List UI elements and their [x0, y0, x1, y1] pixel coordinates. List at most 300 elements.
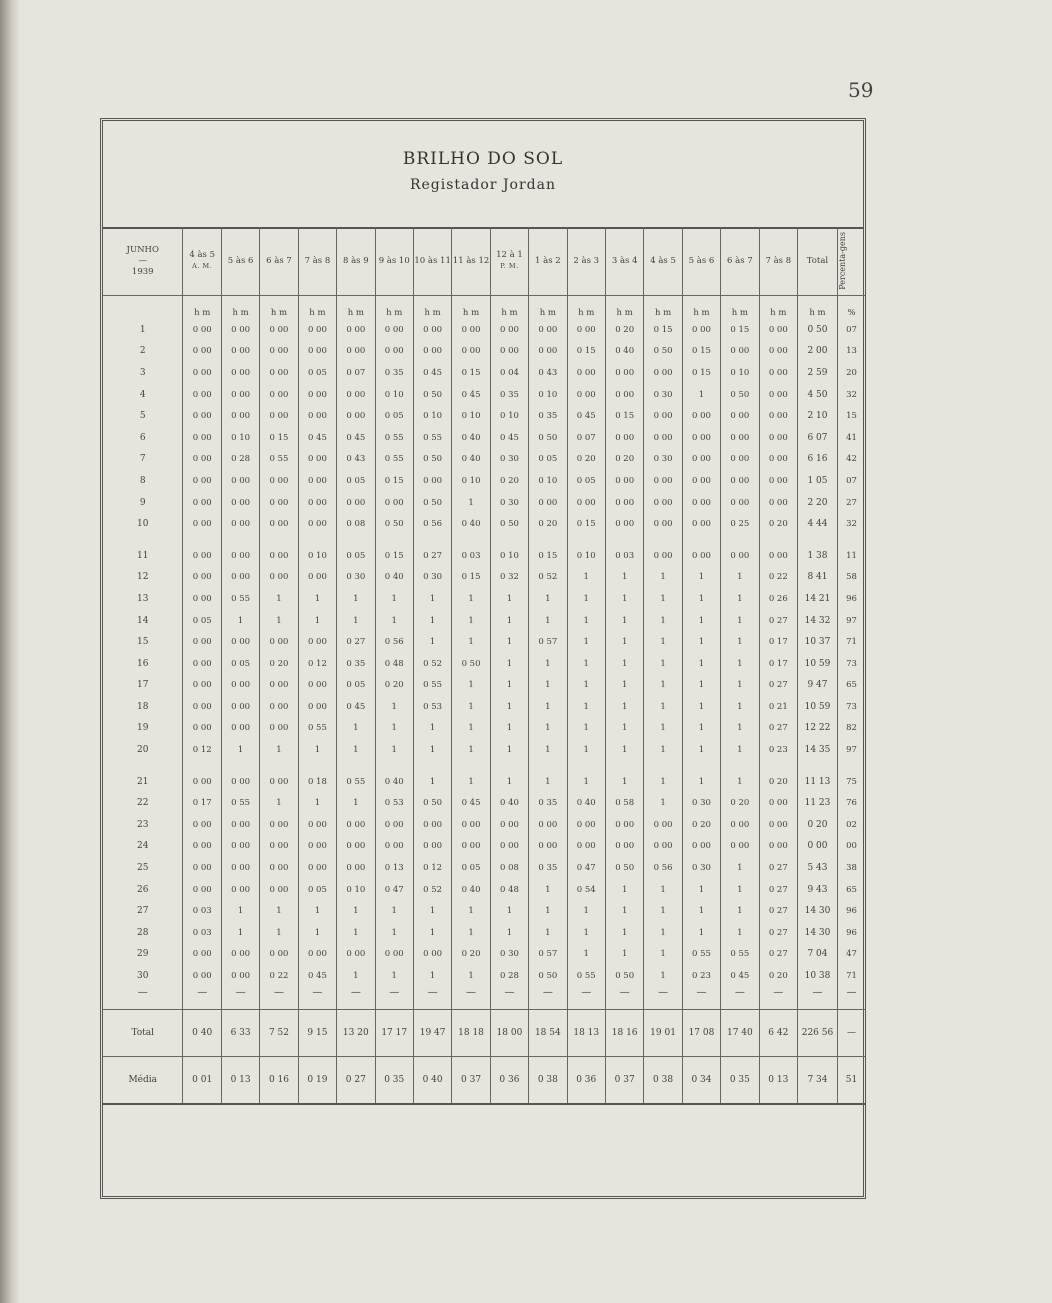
hour-cell: 0 00 [682, 492, 720, 514]
hour-cell: 1 [721, 610, 759, 632]
hour-cell: 1 [721, 718, 759, 740]
hour-cell: 1 [644, 696, 682, 718]
hour-cell: 0 20 [490, 470, 528, 492]
units-cell: h m [797, 296, 837, 320]
percent-cell: 20 [837, 362, 865, 384]
hour-cell: 0 00 [644, 362, 682, 384]
hour-cell: 1 [605, 610, 643, 632]
hour-cell: 0 52 [413, 879, 451, 901]
hour-cell: 0 10 [490, 405, 528, 427]
title-area [103, 121, 863, 229]
hour-cell: 1 [337, 922, 375, 944]
hour-cell: 0 00 [221, 879, 259, 901]
hour-cell: 1 [644, 675, 682, 697]
hour-cell: 1 [452, 900, 490, 922]
hour-cell: 0 28 [221, 449, 259, 471]
table-row [103, 535, 865, 567]
hour-cell: 0 00 [298, 631, 336, 653]
day-cell: 26 [137, 884, 149, 895]
hour-cell: 0 00 [413, 470, 451, 492]
hour-cell: 0 00 [183, 696, 221, 718]
hour-cell: 0 26 [759, 588, 797, 610]
hour-cell: 1 [490, 610, 528, 632]
hour-cell: 0 55 [375, 427, 413, 449]
media-row-cell: 0 19 [298, 1056, 336, 1104]
hour-cell: 1 [221, 610, 259, 632]
hour-cell: 0 45 [298, 965, 336, 987]
hour-cell: 1 [298, 739, 336, 761]
hour-cell: 1 [452, 610, 490, 632]
table-row [103, 341, 865, 363]
hour-cell: 1 [452, 696, 490, 718]
hour-cell: 0 13 [375, 857, 413, 879]
hour-cell: 0 40 [452, 449, 490, 471]
hour-cell: 0 00 [298, 696, 336, 718]
total-cell: 5 43 [797, 857, 837, 879]
hour-cell: 0 00 [337, 384, 375, 406]
hour-cell: 0 45 [567, 405, 605, 427]
hour-cell: 0 00 [183, 836, 221, 858]
hour-cell: 0 55 [298, 718, 336, 740]
percent-cell: 76 [837, 792, 865, 814]
hour-cell: 0 00 [298, 836, 336, 858]
hour-cell: 1 [375, 965, 413, 987]
hour-cell: 1 [644, 792, 682, 814]
hour-cell: 1 [298, 610, 336, 632]
hour-cell: 0 00 [183, 384, 221, 406]
hour-cell: 1 [452, 675, 490, 697]
total-row-cell: 226 56 [797, 1009, 837, 1056]
hour-cell: 1 [644, 944, 682, 966]
hour-cell: 0 00 [567, 384, 605, 406]
hour-cell: 0 00 [452, 341, 490, 363]
hour-cell: 0 00 [183, 513, 221, 535]
hour-cell: 1 [721, 631, 759, 653]
hour-cell: 0 00 [759, 449, 797, 471]
hour-cell: 1 [644, 588, 682, 610]
hour-cell: 1 [644, 879, 682, 901]
total-cell: 9 47 [797, 675, 837, 697]
hour-cell: 0 00 [759, 362, 797, 384]
total-row-cell: 18 00 [490, 1009, 528, 1056]
hour-cell: 0 00 [260, 384, 298, 406]
hour-cell: 1 [567, 761, 605, 793]
hour-cell: 0 18 [298, 761, 336, 793]
hour-cell: 0 45 [337, 696, 375, 718]
hour-cell: 1 [375, 922, 413, 944]
hour-cell: 0 00 [183, 879, 221, 901]
hour-cell: 0 54 [567, 879, 605, 901]
total-row-cell: 19 47 [413, 1009, 451, 1056]
hour-cell: 1 [413, 761, 451, 793]
am-label: A. M. [192, 262, 213, 270]
hour-cell: 1 [605, 718, 643, 740]
hour-cell: 0 00 [759, 341, 797, 363]
hour-cell: 0 00 [298, 449, 336, 471]
page-number: 59 [848, 78, 874, 102]
hour-cell: 1 [413, 739, 451, 761]
hour-cell: 0 50 [644, 341, 682, 363]
hour-cell: 0 00 [298, 567, 336, 589]
hour-cell: 0 20 [759, 761, 797, 793]
hour-cell: 0 10 [567, 535, 605, 567]
hour-cell: 0 00 [337, 405, 375, 427]
hour-cell: 0 52 [529, 567, 567, 589]
hour-cell: 0 22 [759, 567, 797, 589]
hour-cell: 0 30 [490, 449, 528, 471]
day-cell: 5 [139, 411, 146, 422]
hour-cell: 1 [337, 900, 375, 922]
hour-cell: 0 08 [337, 513, 375, 535]
hour-cell: 0 00 [529, 341, 567, 363]
hour-cell: 1 [529, 739, 567, 761]
hour-cell: 0 00 [721, 427, 759, 449]
hour-cell: 0 00 [721, 449, 759, 471]
page-edge [0, 0, 20, 1303]
media-row-cell: 51 [837, 1056, 865, 1104]
percent-cell: 65 [837, 879, 865, 901]
hour-cell: 0 00 [490, 341, 528, 363]
day-cell: 28 [137, 927, 149, 938]
table-row [103, 427, 865, 449]
header-total: Total [797, 227, 837, 296]
header-col: 2 às 3 [567, 227, 605, 296]
hour-cell: 0 27 [413, 535, 451, 567]
hour-cell: 0 00 [183, 405, 221, 427]
hour-cell: 0 00 [183, 449, 221, 471]
hour-cell: 0 48 [375, 653, 413, 675]
hour-cell: 0 00 [298, 513, 336, 535]
dash-cell: — [721, 987, 759, 1010]
total-row-cell: 18 16 [605, 1009, 643, 1056]
hour-cell: 0 00 [721, 470, 759, 492]
header-col: 1 às 2 [529, 227, 567, 296]
hour-cell: 0 03 [183, 900, 221, 922]
hour-cell: 0 55 [413, 675, 451, 697]
hour-cell: 0 45 [337, 427, 375, 449]
hour-cell: 0 00 [337, 836, 375, 858]
day-cell: 15 [137, 637, 149, 648]
hour-cell: 0 50 [413, 449, 451, 471]
hour-cell: 0 00 [644, 427, 682, 449]
hour-cell: 0 00 [221, 761, 259, 793]
hour-cell: 1 [529, 588, 567, 610]
hour-cell: 0 05 [298, 879, 336, 901]
units-cell: h m [759, 296, 797, 320]
hour-cell: 0 00 [298, 814, 336, 836]
hour-cell: 0 10 [221, 427, 259, 449]
hour-cell: 0 30 [490, 944, 528, 966]
hour-cell: 0 05 [337, 535, 375, 567]
hour-cell: 0 00 [605, 836, 643, 858]
hour-cell: 0 00 [260, 696, 298, 718]
hour-cell: 1 [682, 384, 720, 406]
hour-cell: 0 45 [413, 362, 451, 384]
hour-cell: 1 [529, 610, 567, 632]
hour-cell: 1 [682, 696, 720, 718]
month-dash: — [138, 255, 147, 266]
hour-cell: 0 57 [529, 631, 567, 653]
hour-cell: 1 [375, 900, 413, 922]
table-row [103, 836, 865, 858]
hour-cell: 1 [567, 653, 605, 675]
hour-cell: 0 00 [260, 761, 298, 793]
hour-cell: 0 52 [413, 653, 451, 675]
hour-cell: 1 [452, 761, 490, 793]
hour-cell: 0 27 [759, 922, 797, 944]
table-row [103, 718, 865, 740]
total-cell: 10 38 [797, 965, 837, 987]
header-col: 10 às 11 [413, 227, 451, 296]
hour-cell: 0 00 [183, 944, 221, 966]
hour-cell: 0 05 [452, 857, 490, 879]
pm-label: P. M. [500, 262, 519, 270]
hour-cell: 0 00 [221, 836, 259, 858]
hour-cell: 0 15 [375, 470, 413, 492]
hour-cell: 1 [452, 588, 490, 610]
total-cell: 11 23 [797, 792, 837, 814]
hour-cell: 0 15 [567, 513, 605, 535]
hour-cell: 0 30 [490, 492, 528, 514]
hour-cell: 0 15 [644, 319, 682, 341]
hour-cell: 1 [529, 922, 567, 944]
hour-cell: 0 05 [529, 449, 567, 471]
hour-cell: 0 45 [721, 965, 759, 987]
hour-cell: 0 00 [721, 341, 759, 363]
hour-cell: 0 00 [298, 944, 336, 966]
hour-cell: 0 56 [375, 631, 413, 653]
hour-cell: 0 00 [605, 513, 643, 535]
sunshine-table [103, 227, 865, 1105]
hour-cell: 1 [644, 567, 682, 589]
hour-cell: 1 [529, 675, 567, 697]
table-row [103, 879, 865, 901]
hour-cell: 0 10 [452, 405, 490, 427]
table-row [103, 653, 865, 675]
hour-cell: 0 55 [260, 449, 298, 471]
hour-cell: 1 [567, 610, 605, 632]
units-cell: h m [490, 296, 528, 320]
hour-cell: 0 40 [490, 792, 528, 814]
hour-cell: 0 35 [337, 653, 375, 675]
total-cell: 2 59 [797, 362, 837, 384]
hour-cell: 0 10 [298, 535, 336, 567]
hour-cell: 0 08 [490, 857, 528, 879]
hour-cell: 1 [682, 653, 720, 675]
hour-cell: 0 00 [183, 535, 221, 567]
hour-cell: 0 27 [759, 718, 797, 740]
media-row-cell: 0 13 [759, 1056, 797, 1104]
hour-cell: 0 15 [567, 341, 605, 363]
hour-cell: 1 [260, 739, 298, 761]
hour-cell: 0 30 [682, 857, 720, 879]
hour-cell: 1 [567, 739, 605, 761]
hour-cell: 1 [413, 588, 451, 610]
hour-cell: 0 00 [298, 384, 336, 406]
hour-cell: 0 00 [682, 836, 720, 858]
hour-cell: 1 [375, 696, 413, 718]
table-row [103, 492, 865, 514]
hour-cell: 0 12 [298, 653, 336, 675]
hour-cell: 0 15 [682, 362, 720, 384]
percent-cell: 82 [837, 718, 865, 740]
table-row [103, 470, 865, 492]
hour-cell: 1 [605, 944, 643, 966]
hour-cell: 0 45 [490, 427, 528, 449]
hour-cell: 0 00 [759, 492, 797, 514]
hour-cell: 0 00 [529, 836, 567, 858]
hour-cell: 0 03 [183, 922, 221, 944]
hour-cell: 1 [413, 922, 451, 944]
media-row-cell: 0 37 [452, 1056, 490, 1104]
total-cell: 2 20 [797, 492, 837, 514]
hour-cell: 0 27 [337, 631, 375, 653]
units-cell: h m [337, 296, 375, 320]
day-cell: 11 [137, 550, 149, 561]
hour-cell: 0 05 [221, 653, 259, 675]
hour-cell: 0 00 [682, 535, 720, 567]
hour-cell: 0 55 [221, 792, 259, 814]
dash-row [103, 987, 865, 1010]
hour-cell: 0 00 [567, 362, 605, 384]
hour-cell: 0 00 [759, 470, 797, 492]
hour-cell: 0 00 [260, 814, 298, 836]
hour-cell: 0 00 [221, 675, 259, 697]
hour-cell: 0 10 [529, 384, 567, 406]
hour-cell: 0 00 [221, 567, 259, 589]
hour-cell: 0 43 [529, 362, 567, 384]
total-cell: 14 32 [797, 610, 837, 632]
hour-cell: 1 [721, 567, 759, 589]
total-cell: 2 00 [797, 341, 837, 363]
hour-cell: 0 25 [721, 513, 759, 535]
percent-cell: 47 [837, 944, 865, 966]
hour-cell: 1 [337, 739, 375, 761]
day-cell: 9 [139, 497, 146, 508]
hour-cell: 0 00 [567, 836, 605, 858]
table-row [103, 792, 865, 814]
units-cell: h m [298, 296, 336, 320]
hour-cell: 1 [721, 761, 759, 793]
hour-cell: 1 [567, 631, 605, 653]
hour-cell: 0 00 [260, 492, 298, 514]
header-col: 11 às 12 [452, 227, 490, 296]
hour-cell: 0 00 [221, 319, 259, 341]
hour-cell: 0 00 [529, 492, 567, 514]
hour-cell: 0 40 [452, 427, 490, 449]
hour-cell: 1 [682, 900, 720, 922]
hour-cell: 1 [605, 900, 643, 922]
total-row-cell: 18 54 [529, 1009, 567, 1056]
hour-cell: 1 [298, 900, 336, 922]
hour-cell: 0 00 [375, 319, 413, 341]
hour-cell: 0 00 [567, 492, 605, 514]
hour-cell: 0 00 [605, 362, 643, 384]
hour-cell: 1 [529, 879, 567, 901]
hour-cell: 1 [413, 965, 451, 987]
hour-cell: 0 40 [375, 567, 413, 589]
table-row [103, 405, 865, 427]
header-row [103, 227, 865, 296]
hour-cell: 0 00 [337, 857, 375, 879]
hour-cell: 0 00 [644, 492, 682, 514]
hour-cell: 0 55 [721, 944, 759, 966]
hour-cell: 1 [682, 739, 720, 761]
hour-cell: 0 00 [298, 405, 336, 427]
table-row [103, 588, 865, 610]
hour-cell: 1 [721, 879, 759, 901]
hour-cell: 0 00 [221, 696, 259, 718]
hour-cell: 1 [605, 761, 643, 793]
hour-cell: 1 [605, 739, 643, 761]
total-row-cell: 19 01 [644, 1009, 682, 1056]
percent-cell: 96 [837, 588, 865, 610]
hour-cell: 0 00 [759, 427, 797, 449]
day-cell: 10 [137, 519, 149, 530]
total-row-cell: 17 08 [682, 1009, 720, 1056]
hour-cell: 0 00 [183, 653, 221, 675]
percent-cell: 15 [837, 405, 865, 427]
units-cell: % [837, 296, 865, 320]
total-row-cell: 6 33 [221, 1009, 259, 1056]
hour-cell: 1 [682, 631, 720, 653]
hour-cell: 0 00 [183, 857, 221, 879]
dash-cell: — [682, 987, 720, 1010]
hour-cell: 0 15 [605, 405, 643, 427]
hour-cell: 0 27 [759, 944, 797, 966]
day-cell: 29 [137, 949, 149, 960]
hour-cell: 1 [682, 922, 720, 944]
hour-cell: 0 50 [529, 427, 567, 449]
hour-cell: 0 00 [221, 535, 259, 567]
hour-cell: 0 45 [452, 384, 490, 406]
hour-cell: 0 17 [183, 792, 221, 814]
hour-cell: 0 00 [221, 965, 259, 987]
hour-cell: 0 50 [721, 384, 759, 406]
header-col: 7 às 8 [759, 227, 797, 296]
percent-cell: 71 [837, 965, 865, 987]
hour-cell: 0 00 [260, 341, 298, 363]
hour-cell: 0 10 [452, 470, 490, 492]
dash-cell: — [759, 987, 797, 1010]
hour-cell: 0 00 [221, 857, 259, 879]
hour-cell: 1 [644, 922, 682, 944]
hour-cell: 0 56 [413, 513, 451, 535]
percent-cell: 00 [837, 836, 865, 858]
hour-cell: 0 10 [721, 362, 759, 384]
hour-cell: 1 [490, 922, 528, 944]
hour-cell: 0 00 [644, 814, 682, 836]
table-row [103, 857, 865, 879]
media-row-cell: 0 16 [260, 1056, 298, 1104]
hour-cell: 0 55 [375, 449, 413, 471]
hour-cell: 0 00 [759, 535, 797, 567]
hour-cell: 1 [452, 631, 490, 653]
table-row [103, 965, 865, 987]
hour-cell: 1 [337, 718, 375, 740]
total-row-cell: 9 15 [298, 1009, 336, 1056]
hour-cell: 0 00 [298, 341, 336, 363]
hour-cell: 0 15 [452, 362, 490, 384]
hour-cell: 0 00 [567, 319, 605, 341]
hour-cell: 1 [567, 675, 605, 697]
hour-cell: 0 00 [529, 319, 567, 341]
hour-cell: 1 [337, 965, 375, 987]
total-cell: 0 50 [797, 319, 837, 341]
table-body [103, 296, 865, 1104]
percent-cell: 27 [837, 492, 865, 514]
page-title: BRILHO DO SOL [402, 149, 564, 169]
